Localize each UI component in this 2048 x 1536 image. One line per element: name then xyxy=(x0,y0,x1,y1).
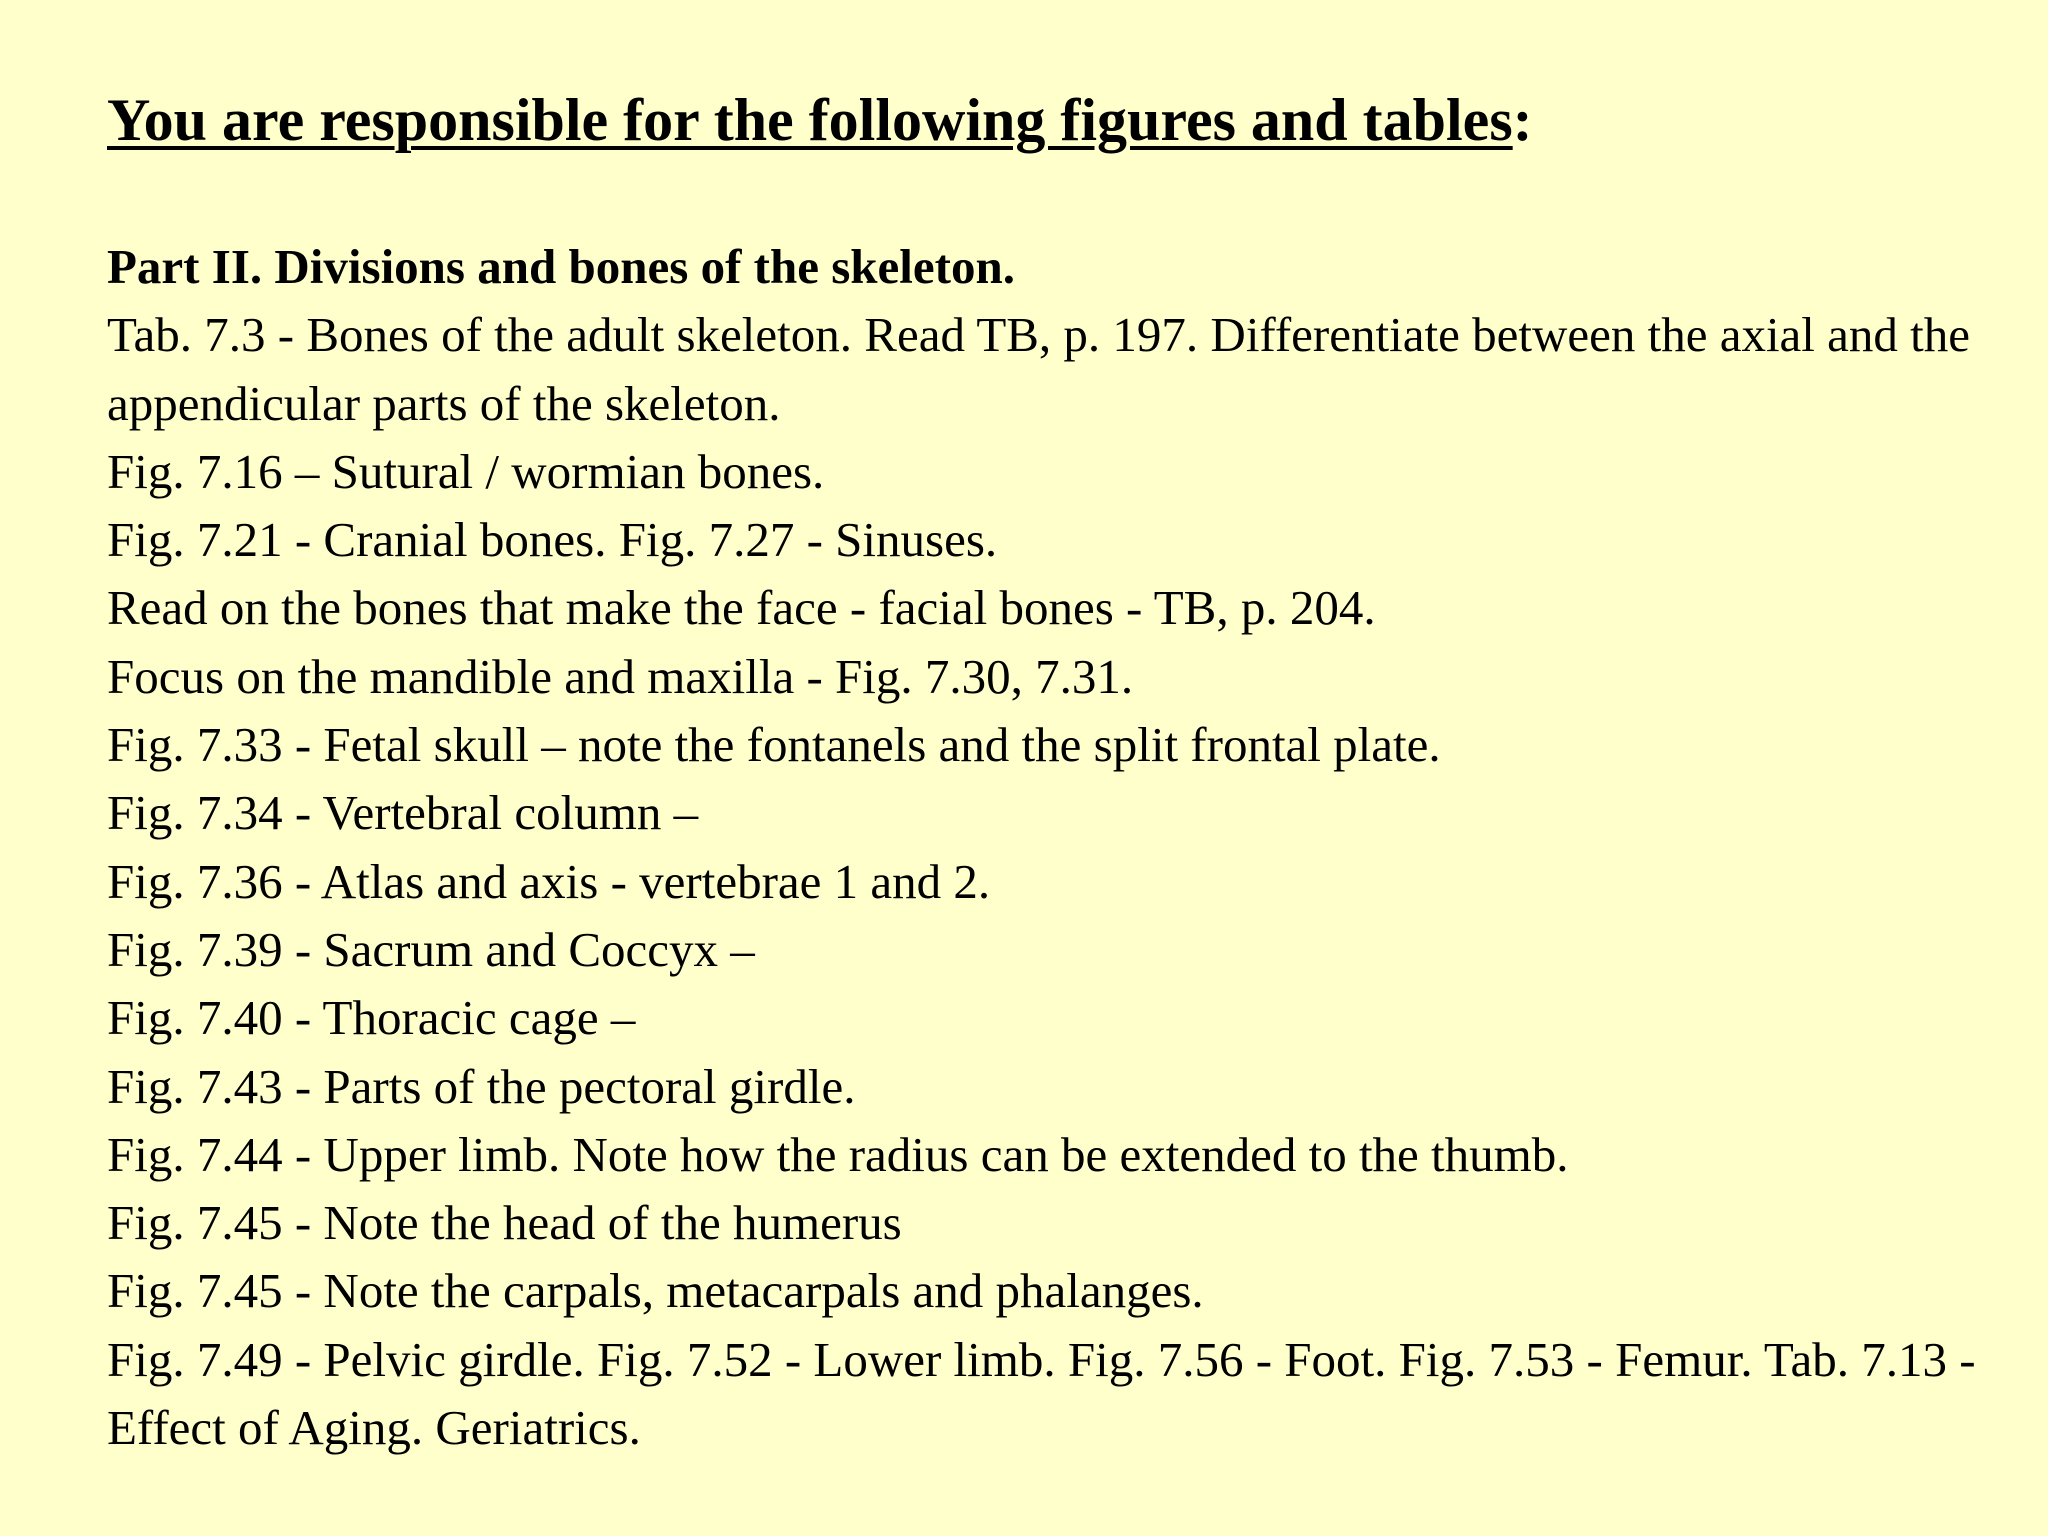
list-item: Fig. 7.21 - Cranial bones. Fig. 7.27 - Sinuses. xyxy=(107,512,998,568)
list-item: Fig. 7.16 – Sutural / wormian bones. xyxy=(107,443,825,499)
list-item: Focus on the mandible and maxilla - Fig. 7.30, 7.31. xyxy=(107,648,1134,704)
list-item: Fig. 7.36 - Atlas and axis - vertebrae 1 and 2. xyxy=(107,853,991,909)
list-item: Fig. 7.45 - Note the carpals, metacarpals and phalanges. xyxy=(107,1263,1204,1319)
list-item: Fig. 7.34 - Vertebral column – xyxy=(107,785,699,841)
list-item: Fig. 7.43 - Parts of the pectoral girdle. xyxy=(107,1058,856,1114)
list-item: Fig. 7.44 - Upper limb. Note how the radius can be extended to the thumb. xyxy=(107,1126,1569,1182)
list-item: Fig. 7.40 - Thoracic cage – xyxy=(107,990,636,1046)
list-item: Fig. 7.45 - Note the head of the humerus xyxy=(107,1195,902,1251)
list-item: Read on the bones that make the face - facial bones - TB, p. 204. xyxy=(107,580,1376,636)
slide-title-text: You are responsible for the following figures and tables xyxy=(107,87,1513,153)
slide-title xyxy=(107,78,2008,162)
list-item: Fig. 7.33 - Fetal skull – note the fontanels and the split frontal plate. xyxy=(107,717,1441,773)
list-item: Fig. 7.39 - Sacrum and Coccyx – xyxy=(107,921,755,977)
slide-body xyxy=(107,233,2008,1462)
list-item: Tab. 7.3 - Bones of the adult skeleton. Read TB, p. 197. Differentiate between the axial and the appendicular parts of the skeleton. xyxy=(107,307,1971,431)
slide-title-colon: : xyxy=(1512,87,1533,153)
list-item: Fig. 7.49 - Pelvic girdle. Fig. 7.52 - Lower limb. Fig. 7.56 - Foot. Fig. 7.53 - Femur. Tab. 7.13 - Effect of Aging. Geriatrics. xyxy=(107,1331,1976,1456)
section-heading: Part II. Divisions and bones of the skeleton. xyxy=(107,239,1015,294)
